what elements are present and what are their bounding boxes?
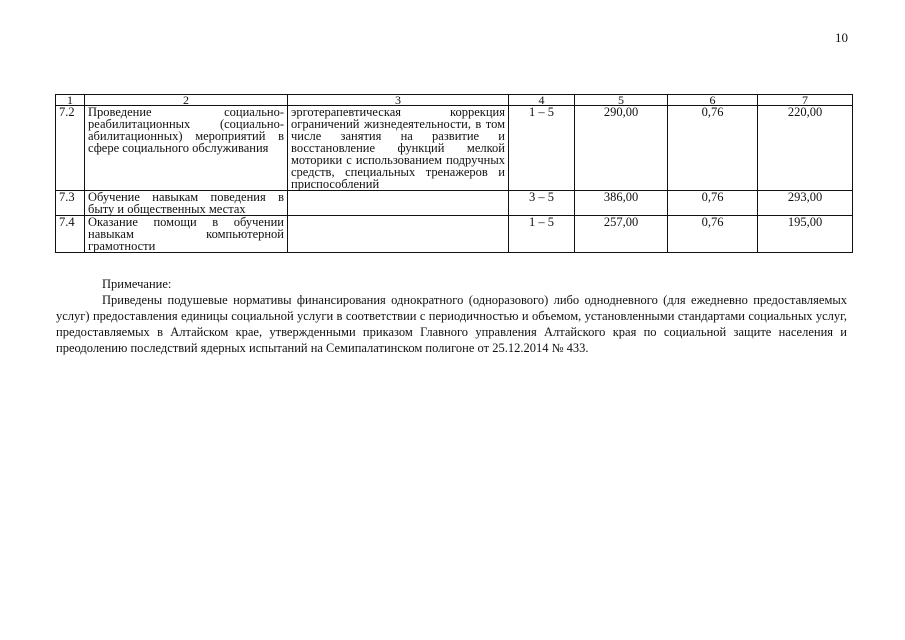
table-row [56,191,853,216]
row-number: 7.2 [56,106,85,191]
value-cell-7: 195,00 [758,216,853,253]
header-cell: 2 [85,95,288,106]
service-description [288,216,509,253]
header-cell: 7 [758,95,853,106]
table-row [56,106,853,191]
row-number: 7.3 [56,191,85,216]
service-name: Проведение социально-реабилитационных (социально-абилитационных) мероприятий в сфере социального обслуживания [85,106,288,191]
value-cell-6: 0,76 [668,216,758,253]
service-name: Обучение навыкам поведения в быту и общественных местах [85,191,288,216]
frequency-cell: 3 – 5 [509,191,575,216]
header-cell: 6 [668,95,758,106]
header-row [56,95,853,106]
value-cell-5: 257,00 [575,216,668,253]
header-cell: 5 [575,95,668,106]
frequency-cell: 1 – 5 [509,106,575,191]
service-name: Оказание помощи в обучении навыкам компьютерной грамотности [85,216,288,253]
value-cell-6: 0,76 [668,106,758,191]
normatives-table [55,94,853,253]
page-number: 10 [835,30,848,45]
value-cell-5: 386,00 [575,191,668,216]
note-title: Примечание: [102,277,172,291]
value-cell-7: 220,00 [758,106,853,191]
header-cell: 3 [288,95,509,106]
table-row [56,216,853,253]
note-text: Приведены подушевые нормативы финансирования однократного (одноразового) либо однодневного (для ежедневно предоставляемых услуг) предоставления единицы социальной услуги в соответствии с периодичностью и объемом, установленными стандартами социальных услуг, предоставляемых в Алтайском крае, утвержденными приказом Главного управления Алтайского края по социальной защите населения и преодолению последствий ядерных испытаний на Семипалатинском полигоне от 25.12.2014 № 433. [56,293,847,355]
header-cell: 1 [56,95,85,106]
service-description: эрготерапевтическая коррекция ограничений жизнедеятельности, в том числе занятия на развитие и восстановление функций мелкой моторики с использованием подручных средств, специальных тренажеров и приспособлений [288,106,509,191]
row-number: 7.4 [56,216,85,253]
value-cell-7: 293,00 [758,191,853,216]
value-cell-5: 290,00 [575,106,668,191]
value-cell-6: 0,76 [668,191,758,216]
service-description [288,191,509,216]
frequency-cell: 1 – 5 [509,216,575,253]
header-cell: 4 [509,95,575,106]
